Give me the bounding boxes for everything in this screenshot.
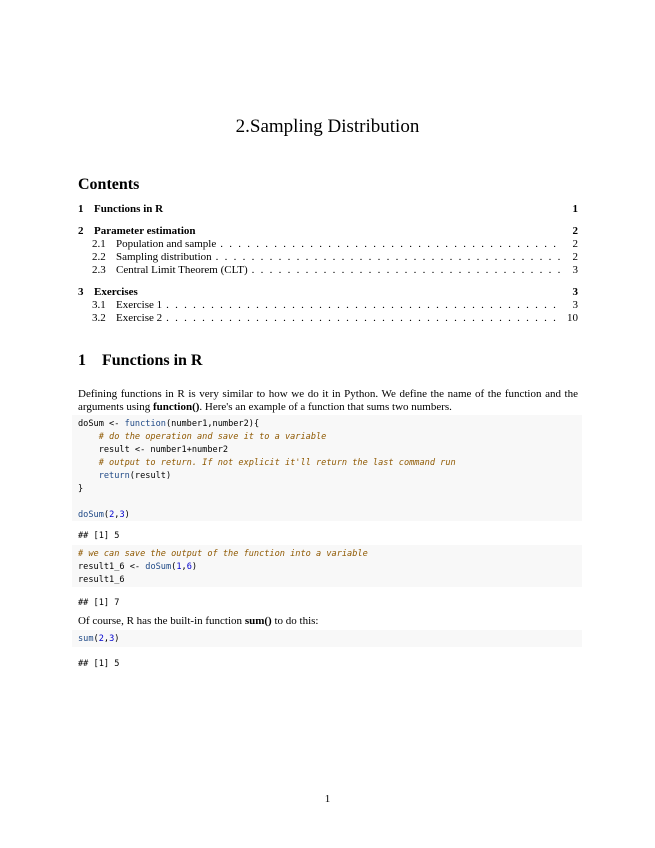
- toc-leader-dots: [216, 251, 560, 264]
- code-text: ,: [181, 562, 187, 572]
- toc-entry-number: 2.2: [92, 251, 106, 263]
- code-text: result1_6 <-: [78, 562, 146, 572]
- toc-entry-2-3[interactable]: [78, 264, 578, 277]
- code-block-sum: [72, 630, 582, 647]
- code-number: 2: [98, 634, 104, 644]
- code-text: doSum <-: [78, 419, 125, 429]
- paragraph-text: . Here's an example of a function that sums two numbers.: [199, 401, 452, 413]
- toc-entry-number: 1: [78, 203, 84, 215]
- toc-entry-number: 2: [78, 225, 84, 237]
- code-block-result: [72, 545, 582, 587]
- code-text: (: [93, 634, 99, 644]
- toc-entry-3[interactable]: [78, 286, 578, 299]
- code-text: ): [191, 562, 198, 572]
- toc-entry-number: 3: [78, 286, 84, 298]
- inline-code-bold: function(): [152, 401, 200, 413]
- toc-leader-dots: [252, 264, 560, 277]
- contents-heading: Contents: [78, 176, 140, 193]
- toc-entry-page: 2: [572, 225, 578, 237]
- code-number: 6: [186, 562, 192, 572]
- toc-entry-2-2[interactable]: [78, 251, 578, 264]
- toc-entry-page: 3: [572, 264, 578, 276]
- toc-leader-dots: [166, 312, 560, 325]
- code-number: 2: [109, 510, 115, 520]
- section-number: 1: [78, 352, 86, 369]
- code-number: 1: [176, 562, 182, 572]
- code-text: result1_6: [78, 575, 125, 585]
- toc-entry-1[interactable]: [78, 203, 578, 216]
- toc-entry-2[interactable]: [78, 225, 578, 238]
- code-text: (: [103, 510, 110, 520]
- code-output: ## [1] 5: [78, 659, 120, 669]
- code-keyword: return: [98, 471, 130, 481]
- toc-entry-title: Sampling distribution: [116, 251, 212, 263]
- code-text: (number1,number2){: [165, 419, 260, 429]
- intro-paragraph: [78, 388, 578, 414]
- code-text: }: [78, 484, 84, 494]
- toc-entry-page: 2: [572, 251, 578, 263]
- code-text: ,: [114, 510, 120, 520]
- toc-entry-title: Central Limit Theorem (CLT): [116, 264, 248, 276]
- code-number: 3: [119, 510, 125, 520]
- table-of-contents: [78, 203, 578, 325]
- toc-entry-number: 3.2: [92, 312, 106, 324]
- toc-entry-3-1[interactable]: [78, 299, 578, 312]
- toc-entry-title: Population and sample: [116, 238, 217, 250]
- code-number: 3: [109, 634, 115, 644]
- toc-entry-number: 3.1: [92, 299, 106, 311]
- toc-entry-page: 10: [567, 312, 578, 324]
- toc-entry-number: 2.1: [92, 238, 106, 250]
- builtin-paragraph: [78, 615, 578, 628]
- code-text: [78, 471, 99, 481]
- code-output: ## [1] 7: [78, 598, 120, 608]
- section-heading: [78, 352, 202, 370]
- code-text: ): [114, 634, 120, 644]
- toc-entry-page: 3: [572, 299, 578, 311]
- inline-code-bold: sum(): [244, 615, 272, 627]
- code-text: ): [124, 510, 130, 520]
- toc-entry-title: Exercises: [94, 286, 138, 298]
- toc-entry-page: 3: [572, 286, 578, 298]
- code-function: doSum: [145, 562, 172, 572]
- paragraph-text: Of course, R has the built-in function: [78, 615, 245, 627]
- code-text: result <- number1+number2: [78, 445, 229, 455]
- toc-leader-dots: [166, 299, 560, 312]
- code-output: ## [1] 5: [78, 531, 120, 541]
- code-function: sum: [78, 634, 94, 644]
- toc-entry-title: Exercise 1: [116, 299, 163, 311]
- code-comment: # we can save the output of the function into a variable: [78, 549, 368, 559]
- toc-entry-title: Exercise 2: [116, 312, 163, 324]
- toc-entry-2-1[interactable]: [78, 238, 578, 251]
- toc-entry-page: 1: [572, 203, 578, 215]
- toc-entry-page: 2: [572, 238, 578, 250]
- code-block-dosum: [72, 415, 582, 521]
- toc-entry-title: Functions in R: [94, 203, 164, 215]
- document-title: 2.Sampling Distribution: [235, 116, 420, 137]
- code-text: ,: [103, 634, 110, 644]
- code-comment: # do the operation and save it to a variable: [78, 432, 327, 442]
- section-title: Functions in R: [102, 352, 203, 369]
- toc-entry-number: 2.3: [92, 264, 106, 276]
- page-number: 1: [324, 793, 331, 805]
- toc-entry-title: Parameter estimation: [94, 225, 196, 237]
- code-keyword: function: [124, 419, 166, 429]
- code-comment: # output to return. If not explicit it'll return the last command run: [78, 458, 456, 468]
- paragraph-text: Defining functions in R is very similar to how we do it in Python. We define the name of the function and the arguments using: [78, 388, 578, 413]
- paragraph-text: to do this:: [271, 615, 319, 627]
- toc-leader-dots: [220, 238, 560, 251]
- code-text: (: [171, 562, 177, 572]
- code-function: doSum: [78, 510, 104, 520]
- code-text: (result): [129, 471, 172, 481]
- toc-entry-3-2[interactable]: [78, 312, 578, 325]
